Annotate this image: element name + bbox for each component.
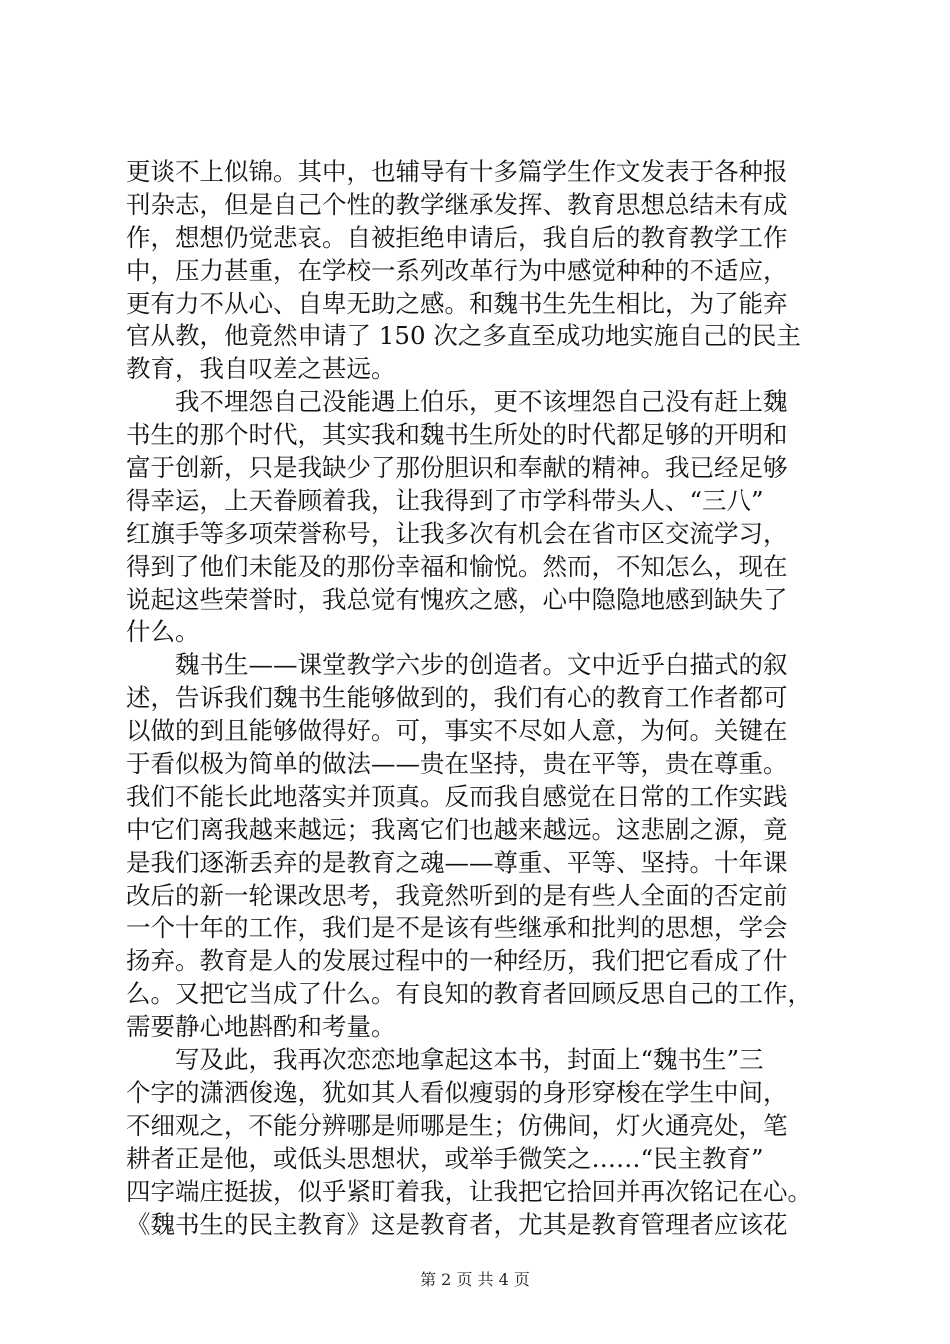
text-line: 一个十年的工作，我们是不是该有些继承和批判的思想，学会 xyxy=(126,913,788,943)
text-line: 刊杂志，但是自己个性的教学继承发挥、教育思想总结未有成 xyxy=(126,189,788,219)
text-line: 红旗手等多项荣誉称号，让我多次有机会在省市区交流学习， xyxy=(126,518,788,548)
text-line: 我不埋怨自己没能遇上伯乐，更不该埋怨自己没有赶上魏 xyxy=(126,387,788,417)
text-line: 不细观之，不能分辨哪是师哪是生；仿佛间，灯火通亮处，笔 xyxy=(126,1110,788,1140)
text-line: 得到了他们未能及的那份幸福和愉悦。然而，不知怎么，现在 xyxy=(126,551,788,581)
text-line: 书生的那个时代，其实我和魏书生所处的时代都足够的开明和 xyxy=(126,420,788,450)
text-line: 耕者正是他，或低头思想状，或举手微笑之……“民主教育” xyxy=(126,1143,764,1173)
text-line: 我们不能长此地落实并顶真。反而我自感觉在日常的工作实践 xyxy=(126,781,788,811)
text-line: 《魏书生的民主教育》这是教育者，尤其是教育管理者应该花 xyxy=(126,1209,788,1239)
text-line: 需要静心地斟酌和考量。 xyxy=(126,1012,396,1042)
text-line: 写及此，我再次恋恋地拿起这本书，封面上“魏书生”三 xyxy=(126,1045,764,1075)
text-line: 扬弃。教育是人的发展过程中的一种经历，我们把它看成了什 xyxy=(126,946,788,976)
text-line: 说起这些荣誉时，我总觉有愧疚之感，心中隐隐地感到缺失了 xyxy=(126,584,788,614)
text-line: 中，压力甚重，在学校一系列改革行为中感觉种种的不适应， xyxy=(126,255,788,285)
paragraph xyxy=(126,386,830,649)
text-line: 述，告诉我们魏书生能够做到的，我们有心的教育工作者都可 xyxy=(126,683,788,713)
text-line: 是我们逐渐丢弃的是教育之魂——尊重、平等、坚持。十年课 xyxy=(126,847,788,877)
text-line: 四字端庄挺拔，似乎紧盯着我，让我把它拾回并再次铭记在心。 xyxy=(126,1176,812,1206)
text-line: 改后的新一轮课改思考，我竟然听到的是有些人全面的否定前 xyxy=(126,880,788,910)
text-line: 魏书生——课堂教学六步的创造者。文中近乎白描式的叙 xyxy=(126,650,788,680)
paragraph xyxy=(126,649,830,1044)
text-line: 于看似极为简单的做法——贵在坚持，贵在平等，贵在尊重。 xyxy=(126,749,788,779)
paragraph xyxy=(126,156,830,386)
text-line: 中它们离我越来越远；我离它们也越来越远。这悲剧之源，竟 xyxy=(126,814,788,844)
page-footer: 第 2 页 共 4 页 xyxy=(420,1270,530,1289)
text-line: 更谈不上似锦。其中，也辅导有十多篇学生作文发表于各种报 xyxy=(126,157,788,186)
text-line: 更有力不从心、自卑无助之感。和魏书生先生相比，为了能弃 xyxy=(126,288,788,318)
text-line: 作，想想仍觉悲哀。自被拒绝申请后，我自后的教育教学工作 xyxy=(126,222,788,252)
text-line: 官从教，他竟然申请了 150 次之多直至成功地实施自己的民主 xyxy=(126,321,801,351)
text-line: 得幸运，上天眷顾着我，让我得到了市学科带头人、“三八” xyxy=(126,485,764,515)
text-line: 个字的潇洒俊逸，犹如其人看似瘦弱的身形穿梭在学生中间， xyxy=(126,1077,788,1107)
text-line: 什么。 xyxy=(126,617,200,647)
text-line: 富于创新，只是我缺少了那份胆识和奉献的精神。我已经足够 xyxy=(126,453,788,483)
paragraph xyxy=(126,1044,830,1241)
body-text xyxy=(126,156,830,1241)
text-line: 教育，我自叹差之甚远。 xyxy=(126,354,396,384)
text-line: 以做的到且能够做得好。可，事实不尽如人意，为何。关键在 xyxy=(126,716,788,746)
text-line: 么。又把它当成了什么。有良知的教育者回顾反思自己的工作， xyxy=(126,979,812,1009)
